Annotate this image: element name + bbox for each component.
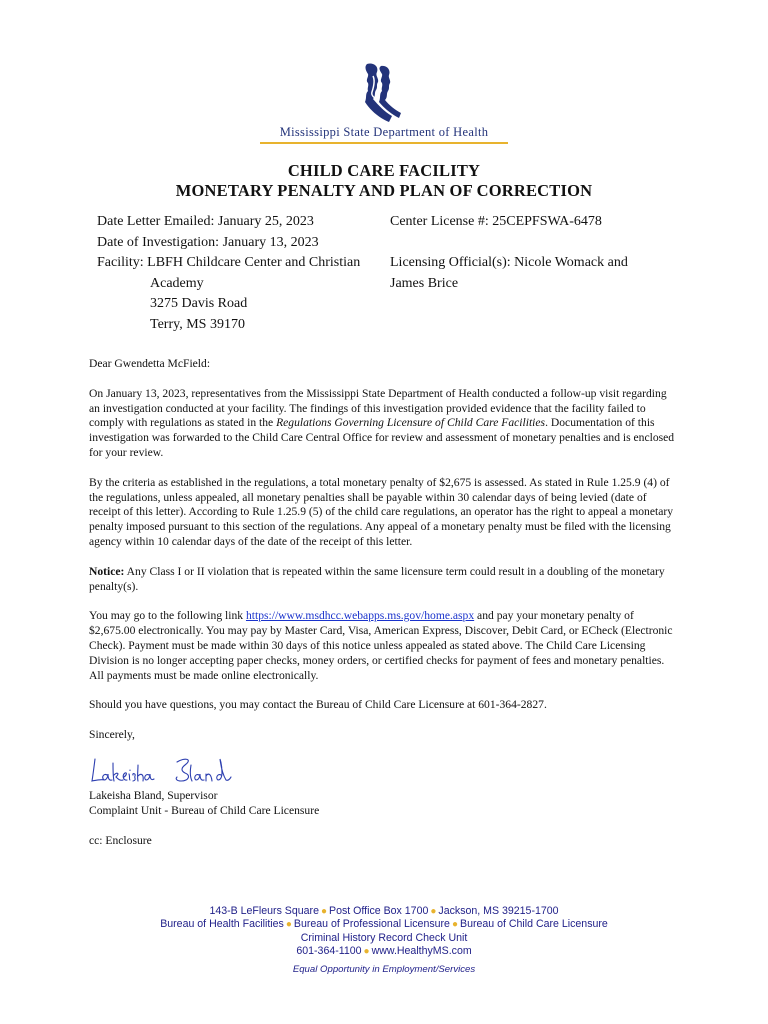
notice-label: Notice:	[89, 564, 125, 578]
msdh-logo	[258, 62, 510, 150]
footer-contact: 601-364-1100 ● www.HealthyMS.com	[296, 945, 472, 958]
regulations-title: Regulations Governing Licensure of Child Care Facilities	[276, 416, 546, 430]
equal-opportunity: Equal Opportunity in Employment/Services	[292, 963, 476, 975]
cc-enclosure: cc: Enclosure	[89, 834, 152, 847]
agency-name: Mississippi State Department of Health	[279, 125, 489, 139]
facility-city: Terry, MS 39170	[150, 316, 245, 332]
center-license: Center License #: 25CEPFSWA-6478	[390, 214, 602, 229]
spacer	[390, 233, 628, 254]
date-of-investigation: Date of Investigation: January 13, 2023	[97, 234, 319, 250]
footer-address: 143-B LeFleurs Square ● Post Office Box 1700 ● Jackson, MS 39215-1700	[209, 905, 559, 917]
bullet-icon: ●	[285, 919, 292, 931]
website-link[interactable]: www.HealthyMS.com	[371, 945, 472, 958]
facility-street: 3275 Davis Road	[150, 296, 248, 311]
paragraph-findings: On January 13, 2023, representatives from the Mississippi State Department of Health conducted a follow-up visit regarding an investigation conducted at your facility. The findings of this investigation provided evidence that the facility failed to comply with regulations as stated in the Regulations Governing Licensure of Child Care Facilities. Documentation of this investigation was forwarded to the Child Care Central Office for review and assessment of monetary penalties and is enclosed for your review.	[89, 386, 675, 459]
bullet-icon: ●	[430, 906, 437, 917]
profile-faces-logo-icon	[359, 62, 403, 122]
signature-block	[89, 789, 319, 819]
paragraph-payment: You may go to the following link https://www.msdhcc.webapps.ms.gov/home.aspx and pay your monetary penalty of $2,675.00 electronically. You may pay by Master Card, Visa, American Express, Discover, Debit Card, or ECheck (Electronic Check). Payment must be made within 30 days of this notice unless appealed as stated above. The Child Care Licensing Division is no longer accepting paper checks, money orders, or certified checks for payment of fees and monetary penalties. All payments must be made online electronically.	[89, 609, 673, 682]
footer-bureaus: Bureau of Health Facilities ● Bureau of Professional Licensure ● Bureau of Child Care Licensure	[160, 918, 608, 931]
closing: Sincerely,	[89, 728, 135, 742]
signer-name: Lakeisha Bland, Supervisor	[89, 789, 218, 802]
handwritten-signature	[89, 753, 239, 789]
bullet-icon: ●	[451, 919, 458, 931]
payment-link[interactable]: https://www.msdhcc.webapps.ms.gov/home.aspx	[245, 609, 475, 623]
signer-unit: Complaint Unit - Bureau of Child Care Licensure	[89, 803, 320, 817]
gold-rule	[260, 142, 508, 144]
salutation: Dear Gwendetta McField:	[89, 357, 211, 370]
doc-title-line2: MONETARY PENALTY AND PLAN OF CORRECTION	[175, 181, 593, 200]
date-emailed: Date Letter Emailed: January 25, 2023	[97, 214, 314, 229]
facility-info	[97, 212, 360, 335]
license-info	[390, 212, 628, 294]
paragraph-notice: Notice: Any Class I or II violation that is repeated within the same licensure term could result in a doubling of the monetary penalty(s).	[89, 564, 665, 593]
facility-name-line2: Academy	[150, 275, 204, 291]
licensing-officials-line1: Licensing Official(s): Nicole Womack and	[390, 255, 628, 270]
paragraph-penalty: By the criteria as established in the regulations, a total monetary penalty of $2,675 is assessed. As stated in Rule 1.25.9 (4) of the regulations, unless appealed, all monetary penalties shall be payable within 30 calendar days of being levied (date of receipt of this letter). According to Rule 1.25.9 (5) of the child care regulations, an operator has the right to appeal a monetary penalty imposed pursuant to this section of the regulations. Any appeal of a monetary penalty must be filed with the licensing agency within 10 calendar days of the date of the receipt of this letter.	[89, 475, 673, 548]
footer-criminal-unit: Criminal History Record Check Unit	[300, 931, 468, 944]
bullet-icon: ●	[363, 946, 370, 958]
paragraph-contact: Should you have questions, you may contact the Bureau of Child Care Licensure at 601-364-2827.	[89, 698, 547, 712]
letter-body	[89, 357, 679, 758]
doc-title-line1: CHILD CARE FACILITY	[287, 161, 481, 180]
bullet-icon: ●	[320, 906, 328, 917]
licensing-officials-line2: James Brice	[390, 275, 459, 291]
footer	[0, 905, 768, 976]
facility-name-line1: Facility: LBFH Childcare Center and Christian	[97, 255, 361, 270]
